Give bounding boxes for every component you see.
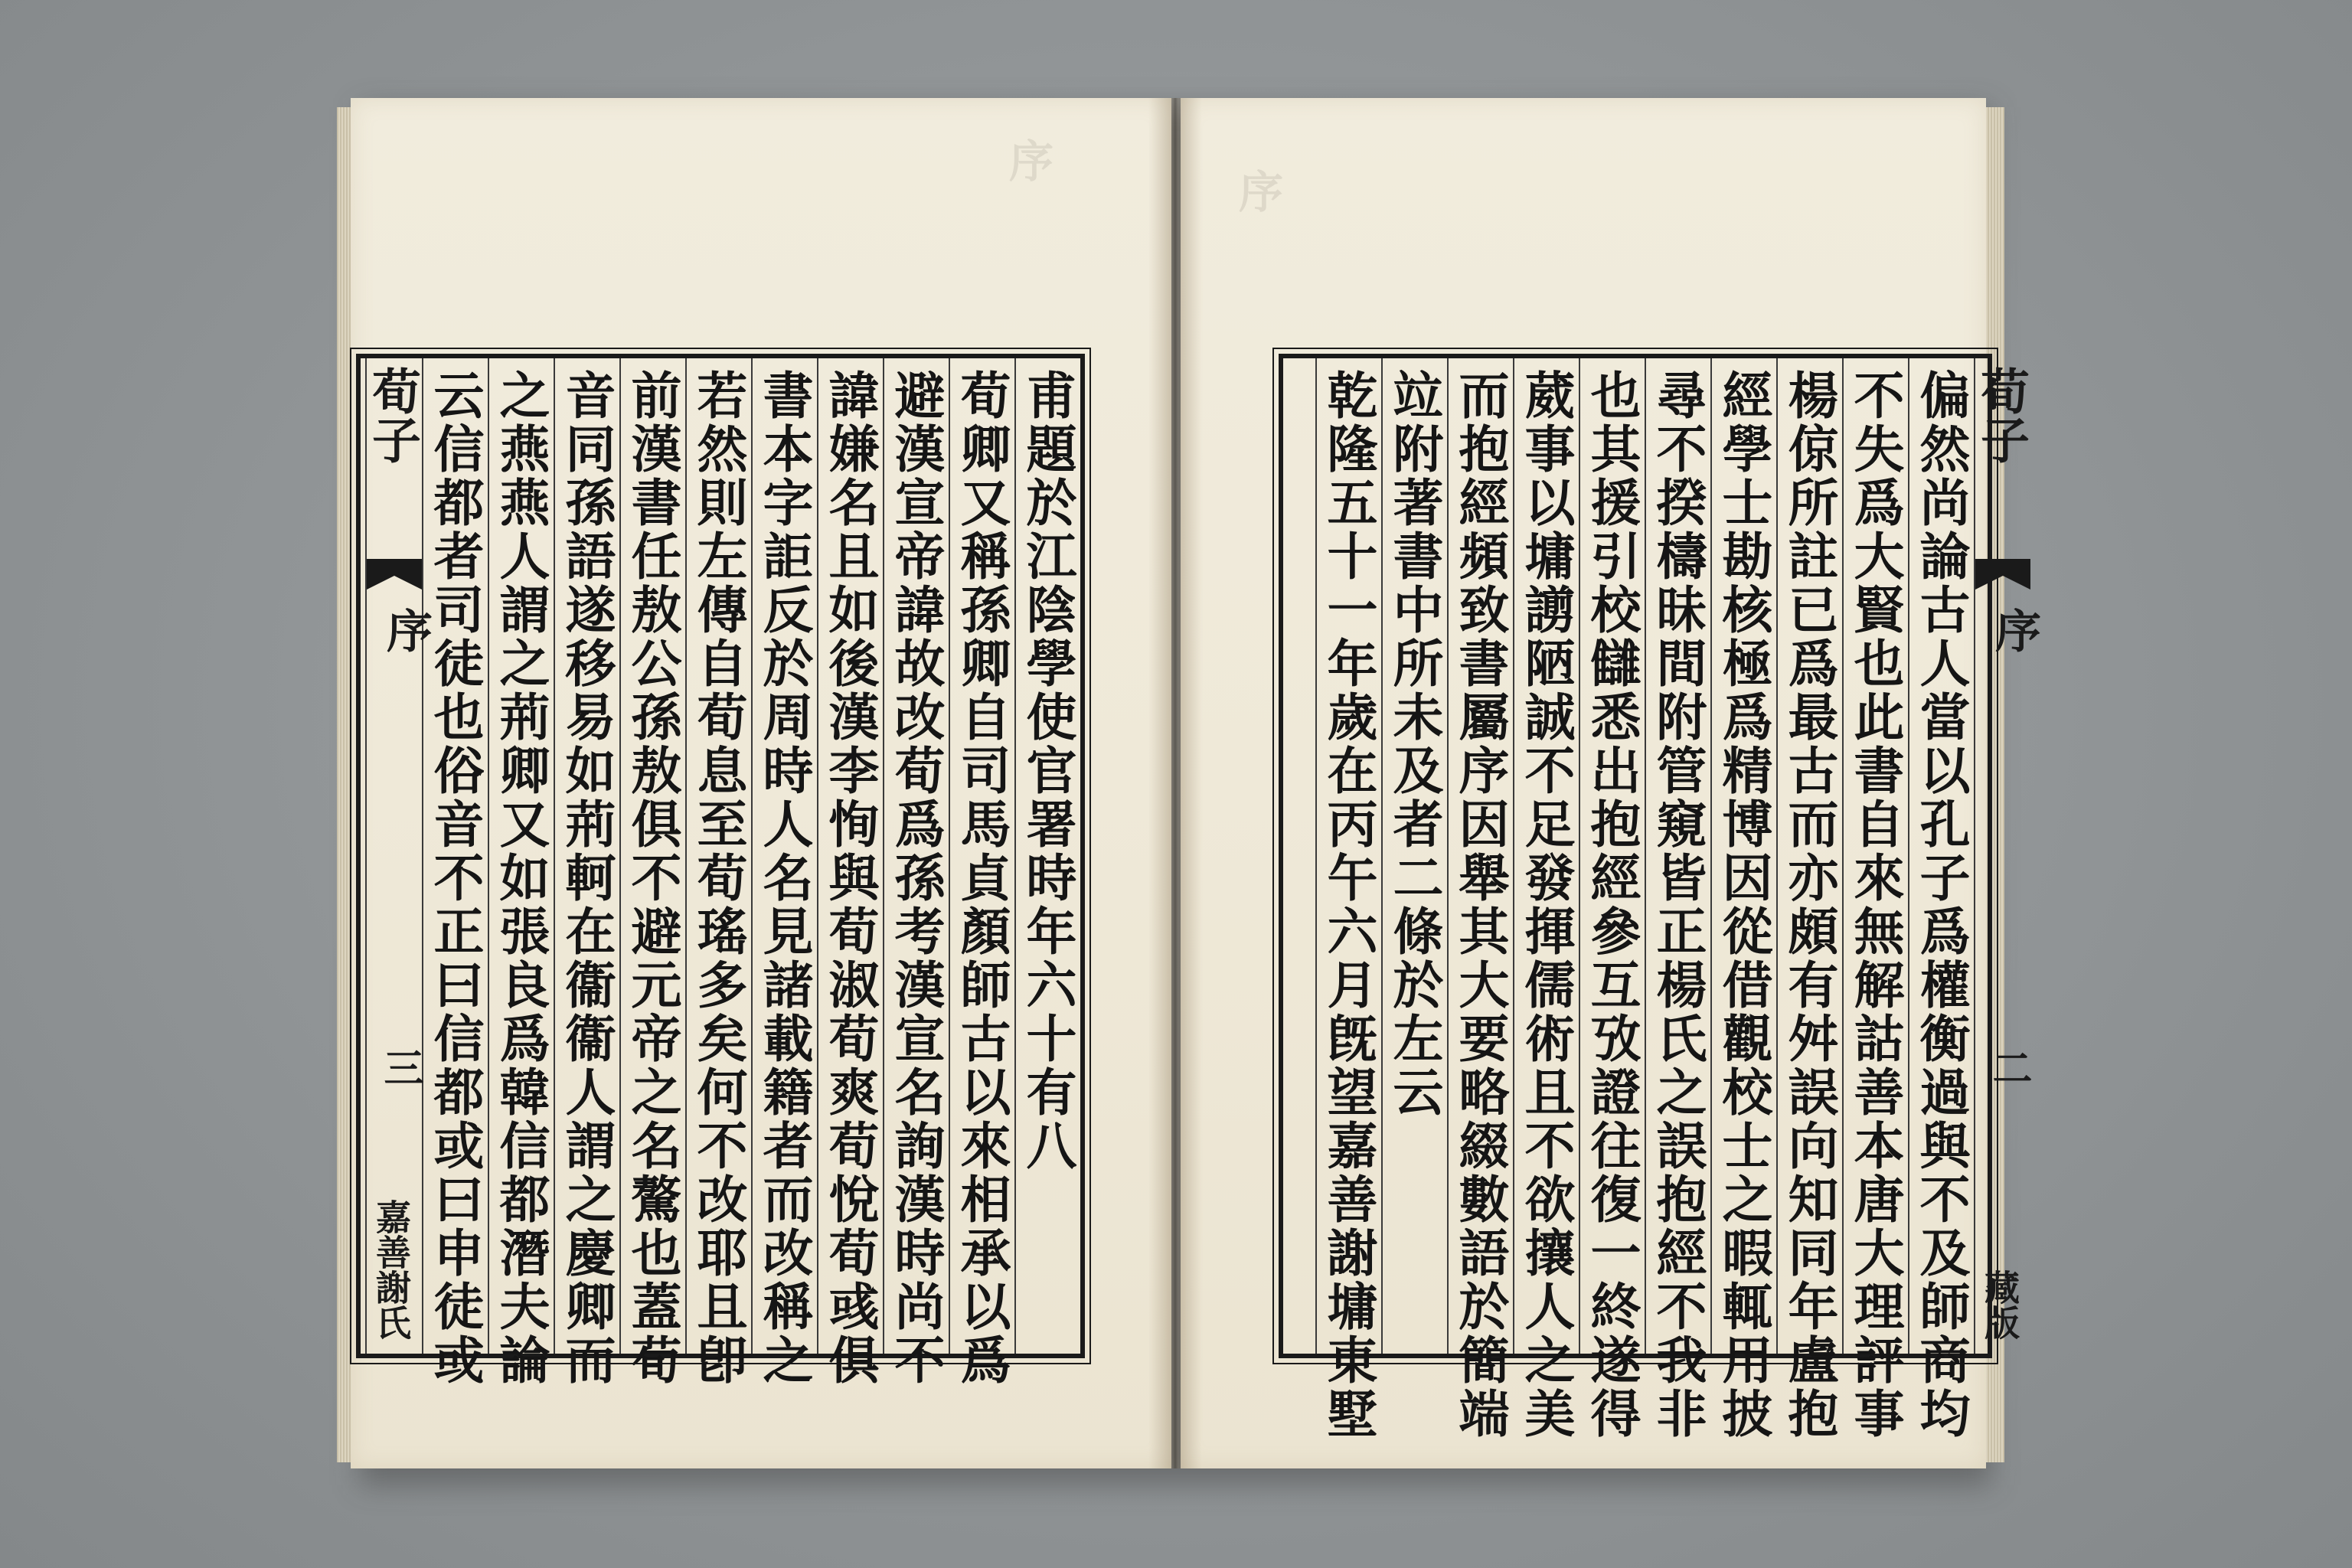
column-text: 云信都者司徒也俗音不正曰信都或曰申徒或 (425, 369, 485, 1387)
page-number: 三 (377, 1047, 423, 1087)
left-column-8 (554, 358, 619, 1387)
right-column-1 (1908, 358, 1974, 1441)
column-text: 也其援引校讎悉出抱經參互攷證往復一終遂得 (1582, 369, 1642, 1441)
banxin-section: 序 (1988, 607, 2041, 653)
show-through-bleed-right: 序 (1231, 168, 1283, 220)
column-text: 葳事以墉謭陋誠不足發揮儒術且不欲攘人之美 (1516, 369, 1576, 1441)
left-text-frame (356, 354, 1085, 1387)
column-text: 不失爲大賢也此書自來無解詁善本唐大理評事 (1845, 369, 1905, 1441)
page-edges-left (337, 107, 352, 1462)
right-column-2 (1842, 358, 1908, 1441)
column-text: 楊倞所註已爲最古而亦頗有舛誤向知同年盧抱 (1779, 369, 1839, 1441)
right-column-10 (1315, 358, 1381, 1441)
column-text: 避漢宣帝諱故改荀爲孫考漢宣名詢漢時尚不 (886, 369, 946, 1387)
column-text: 荀卿又稱孫卿自司馬貞顏師古以來相承以爲 (952, 369, 1011, 1387)
banxin-title: 荀子 (364, 366, 421, 464)
left-column-7 (619, 358, 685, 1387)
left-column-3 (883, 358, 949, 1387)
fish-tail-icon (1975, 559, 2030, 590)
left-banxin (364, 358, 433, 1354)
banxin-section: 序 (379, 607, 433, 653)
column-text: 偏然尚論古人當以孔子爲權衡過與不及師商均 (1911, 369, 1971, 1441)
column-text: 尋不揆檮昧間附管窺皆正楊氏之誤抱經不我非 (1648, 369, 1707, 1441)
column-text: 音同孫語遂移易如荊軻在衞衞人謂之慶卿而 (557, 369, 616, 1387)
column-text: 乾隆五十一年歲在丙午六月旣望嘉善謝墉東墅 (1318, 369, 1378, 1441)
left-column-6 (685, 358, 751, 1387)
right-column-8 (1447, 358, 1513, 1441)
page-number: 二 (1985, 1047, 2032, 1087)
column-text: 若然則左傳自荀息至荀瑤多矣何不改耶且卽 (688, 369, 748, 1387)
fish-tail-icon (367, 559, 422, 590)
press-name: 嘉善謝氏 (371, 1199, 412, 1340)
column-text: 經學士勘核極爲精博因從借觀校士之暇輒用披 (1713, 369, 1773, 1441)
left-column-2 (949, 358, 1014, 1387)
column-text: 竝附著書中所未及者二條於左云 (1384, 369, 1444, 1119)
left-column-1 (1014, 358, 1080, 1354)
banxin-title: 荀子 (1972, 366, 2030, 464)
left-column-5 (751, 358, 817, 1387)
left-column-4 (817, 358, 883, 1387)
column-text: 書本字詎反於周時人名見諸載籍者而改稱之 (754, 369, 814, 1387)
right-column-9 (1381, 358, 1447, 1354)
column-text: 前漢書任敖公孫敖俱不避元帝之名驁也蓋荀 (622, 369, 682, 1387)
right-text-frame (1279, 354, 2041, 1441)
column-text: 而抱經頻致書屬序因舉其大要略綴數語於簡端 (1450, 369, 1510, 1441)
column-text: 之燕燕人謂之荊卿又如張良爲韓信都潛夫論 (491, 369, 550, 1387)
right-column-3 (1776, 358, 1842, 1441)
right-column-5 (1645, 358, 1710, 1441)
right-column-4 (1710, 358, 1776, 1441)
left-columns (361, 358, 1080, 1387)
right-columns (1283, 358, 2041, 1441)
press-name: 藏版 (1979, 1269, 2020, 1340)
left-column-10 (422, 358, 488, 1387)
left-column-9 (488, 358, 554, 1387)
column-text: 諱嫌名且如後漢李恂與荀淑荀爽荀悅荀彧俱 (820, 369, 880, 1387)
book-gutter (1148, 98, 1202, 1468)
column-text: 甫題於江陰學使官署時年六十有八 (1018, 369, 1077, 1173)
show-through-bleed-left: 序 (1001, 138, 1054, 190)
right-column-6 (1579, 358, 1645, 1441)
right-column-7 (1513, 358, 1579, 1441)
right-banxin (1972, 358, 2041, 1354)
